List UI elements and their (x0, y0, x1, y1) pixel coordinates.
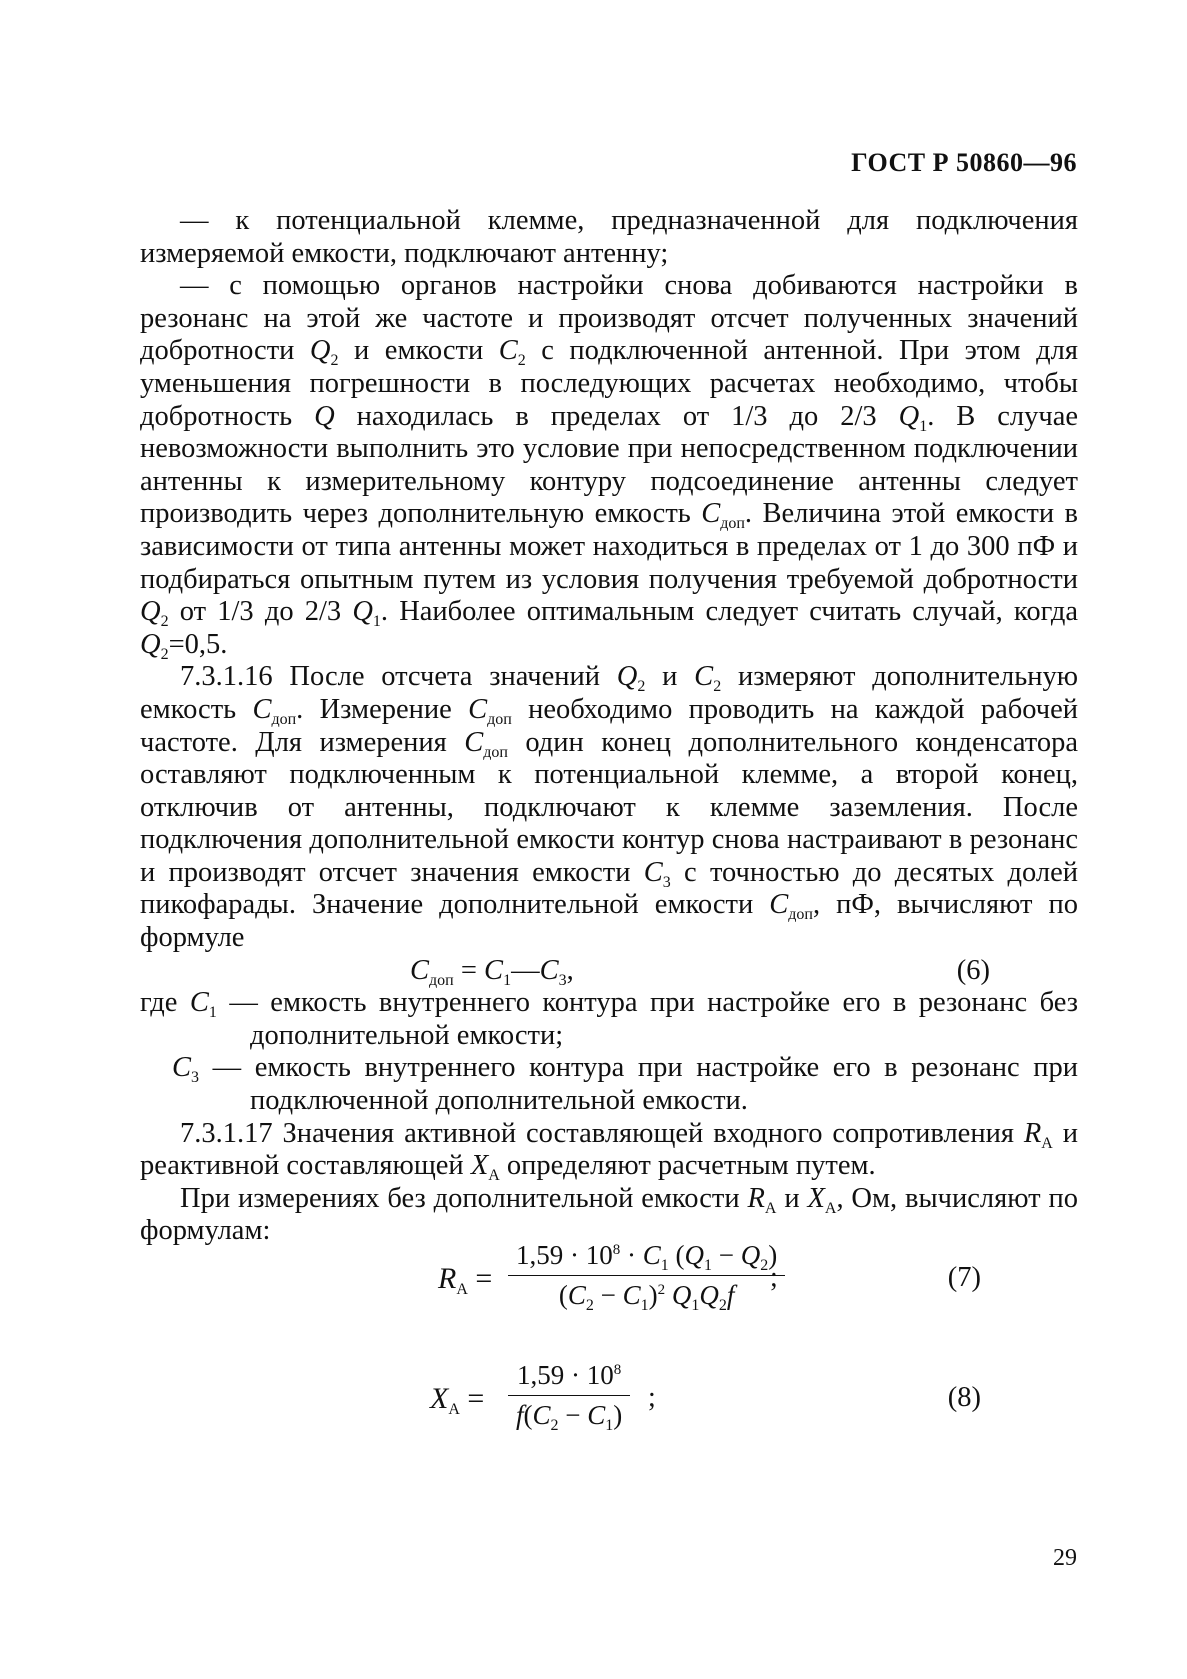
equation-8-lhs: $X_А$ = (430, 1382, 485, 1418)
equation-7-denominator: $(C_2 - C_1)^2$ $Q_1Q_2f$ (558, 1280, 735, 1314)
paragraph-7-3-1-17: 7.3.1.17 Значения активной составляющей входного сопротивления $R_А$ и реактивной составляющей $X_А$ определяют расчетным путем. (140, 1117, 1078, 1185)
paragraph-antenna-connect: — к потенциальной клемме, предназначенной для подключения измеряемой емкости, подключают антенну; (140, 205, 1078, 269)
page-number: 29 (1053, 1545, 1077, 1571)
equation-6-number: (6) (956, 954, 990, 986)
paragraph-7-3-1-16: 7.3.1.16 После отсчета значений $Q_2$ и $C_2$ измеряют дополнительную емкость $C_{доп}$. Измерение $C_{доп}$ необходимо проводить на каждой рабочей частоте. Для измерения $C_{доп}$ один конец дополнительного конденсатора оставляют подключенным к потенциальной клемме, а второй конец, отключив от антенны, подключают к клемме заземления. После подключения дополнительной емкости контур снова настраивают в резонанс и производят отсчет значения емкости $C_3$ с точностью до десятых долей пикофарады. Значение дополнительной емкости $C_{доп}$, пФ, вычисляют по формуле (140, 661, 1079, 954)
equation-7-numerator: $1,59 \cdot 10^8 \cdot C_1$ $(Q_1 - Q_2)$ (508, 1240, 785, 1276)
body-text (140, 205, 1078, 1248)
equation-8-numerator: $1,59 \cdot 10^8$ (508, 1360, 630, 1396)
paragraph-formulas-intro: При измерениях без дополнительной емкости $R_А$ и $X_А$, Ом, вычисляют по формулам: (140, 1182, 1078, 1247)
equation-8-fraction (508, 1360, 630, 1434)
equation-7-fraction (508, 1240, 785, 1314)
standard-header: ГОСТ Р 50860—96 (851, 148, 1077, 177)
paragraph-resonance: — с помощью органов настройки снова добиваются настройки в резонанс на этой же частоте и производят отсчет полученных значений добротности $Q_2$ и емкости $C_2$ с подключенной антенной. При этом для уменьшения погрешности в последующих расчетах необходимо, чтобы добротность Q находилась в пределах от 1/3 до 2/3 $Q_1$. В случае невозможности выполнить это условие при непосредственном подключении антенны к измерительному контуру подсоединение антенны следует производить через дополнительную емкость $C_{доп}$. Величина этой емкости в зависимости от типа антенны может находиться в пределах от 1 до 300 пФ и подбираться опытным путем из условия получения требуемой добротности $Q_2$ от 1/3 до 2/3 $Q_1$. Наиболее оптимальным следует считать случай, когда $Q_2=0,5$. (140, 270, 1079, 663)
equation-8-number: (8) (947, 1382, 981, 1413)
where-c3: $C_3$ — емкость внутреннего контура при настройке его в резонанс при подключенной дополнительной емкости. (172, 1052, 1078, 1117)
equation-8-semicolon: ; (648, 1382, 656, 1413)
equation-7-number: (7) (947, 1262, 981, 1293)
equation-6 (140, 955, 1078, 988)
equation-7-semicolon: ; (770, 1262, 778, 1293)
equation-6-formula: $C_{доп}$ = $C_1—C_3$, (410, 954, 574, 989)
equation-7-lhs: $R_А$ = (438, 1262, 493, 1298)
equation-8-denominator: $f(C_2 - C_1)$ (516, 1400, 623, 1434)
where-c1: где $C_1$ — емкость внутреннего контура при настройке его в резонанс без дополнительной емкости; (140, 987, 1078, 1051)
